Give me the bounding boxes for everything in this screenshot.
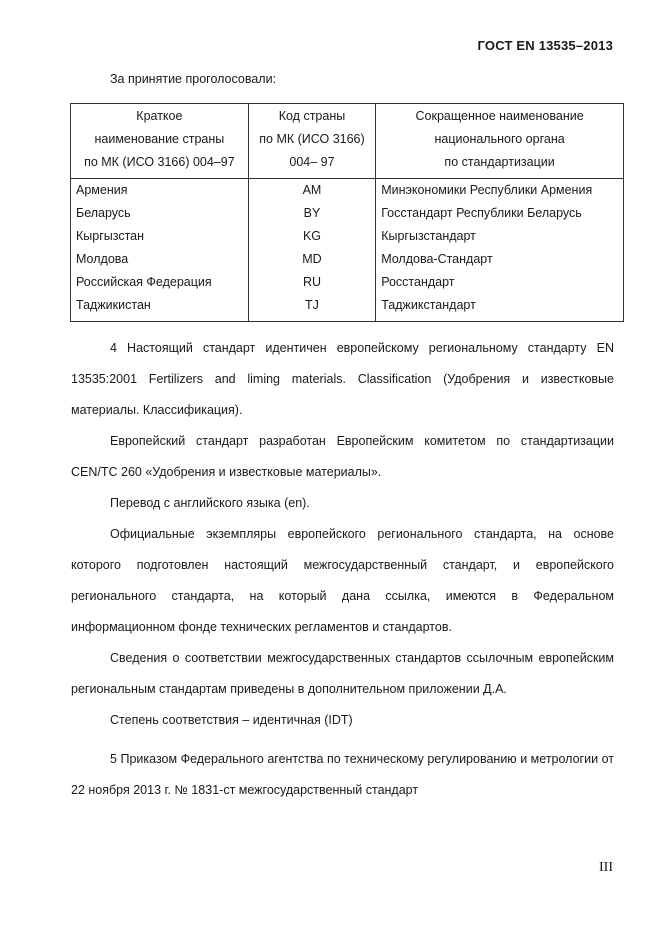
country-cell: Таджикистан	[71, 294, 249, 322]
header-line: наименование страны	[94, 132, 225, 146]
table-row	[71, 202, 624, 225]
code-cell: TJ	[248, 294, 375, 322]
paragraph-order: 5 Приказом Федерального агентства по техническому регулированию и метрологии от 22 ноября 2013 г. № 1831-ст межгосударственный стандарт	[71, 752, 614, 797]
country-cell: Беларусь	[71, 202, 249, 225]
header-code	[248, 104, 375, 179]
country-cell: Кыргызстан	[71, 225, 249, 248]
code-cell: KG	[248, 225, 375, 248]
header-line: национального органа	[434, 132, 565, 146]
table-row	[71, 294, 624, 322]
body-cell: Кыргызстандарт	[376, 225, 624, 248]
code-cell: RU	[248, 271, 375, 294]
header-line: Код страны	[278, 109, 346, 123]
body-cell: Таджикстандарт	[376, 294, 624, 322]
paragraph-degree: Степень соответствия – идентичная (IDT)	[110, 713, 353, 727]
paragraph-official-copies: Официальные экземпляры европейского регионального стандарта, на основе которого подготовлен настоящий межгосударственный стандарт, и европейского регионального стандарта, на который дана ссылка, имеются в Федеральном информационном фонде технических регламентов и стандартов.	[71, 527, 614, 634]
voting-table	[70, 103, 624, 322]
header-line: по МК (ИСО 3166)	[259, 132, 365, 146]
body-cell: Молдова-Стандарт	[376, 248, 624, 271]
code-cell: BY	[248, 202, 375, 225]
body-text	[71, 333, 614, 806]
code-cell: AM	[248, 179, 375, 203]
code-cell: MD	[248, 248, 375, 271]
country-cell: Молдова	[71, 248, 249, 271]
paragraph-developer: Европейский стандарт разработан Европейским комитетом по стандартизации CEN/TC 260 «Удобрения и известковые материалы».	[71, 434, 614, 479]
page-number: III	[599, 860, 613, 875]
paragraph-translation: Перевод с английского языка (en).	[110, 496, 310, 510]
table-header-row	[71, 104, 624, 179]
table-row	[71, 225, 624, 248]
header-line: 004– 97	[289, 155, 335, 169]
header-line: по стандартизации	[444, 155, 555, 169]
paragraph-identity: 4 Настоящий стандарт идентичен европейскому региональному стандарту EN 13535:2001 Fertilizers and liming materials. Classification (Удобрения и известковые материалы. Классификация).	[71, 341, 614, 417]
body-cell: Госстандарт Республики Беларусь	[376, 202, 624, 225]
header-line: Краткое	[136, 109, 183, 123]
paragraph-correspondence: Сведения о соответствии межгосударственных стандартов ссылочным европейским региональным стандартам приведены в дополнительном приложении Д.А.	[71, 651, 614, 696]
body-cell: Минэкономики Республики Армения	[376, 179, 624, 203]
header-body	[376, 104, 624, 179]
country-cell: Российская Федерация	[71, 271, 249, 294]
table-row	[71, 179, 624, 203]
header-country	[71, 104, 249, 179]
header-line: по МК (ИСО 3166) 004–97	[84, 155, 235, 169]
table-row	[71, 248, 624, 271]
header-line: Сокращенное наименование	[415, 109, 584, 123]
country-cell: Армения	[71, 179, 249, 203]
table-row	[71, 271, 624, 294]
body-cell: Росстандарт	[376, 271, 624, 294]
document-header: ГОСТ EN 13535–2013	[477, 38, 613, 53]
voted-label: За принятие проголосовали:	[110, 72, 277, 86]
